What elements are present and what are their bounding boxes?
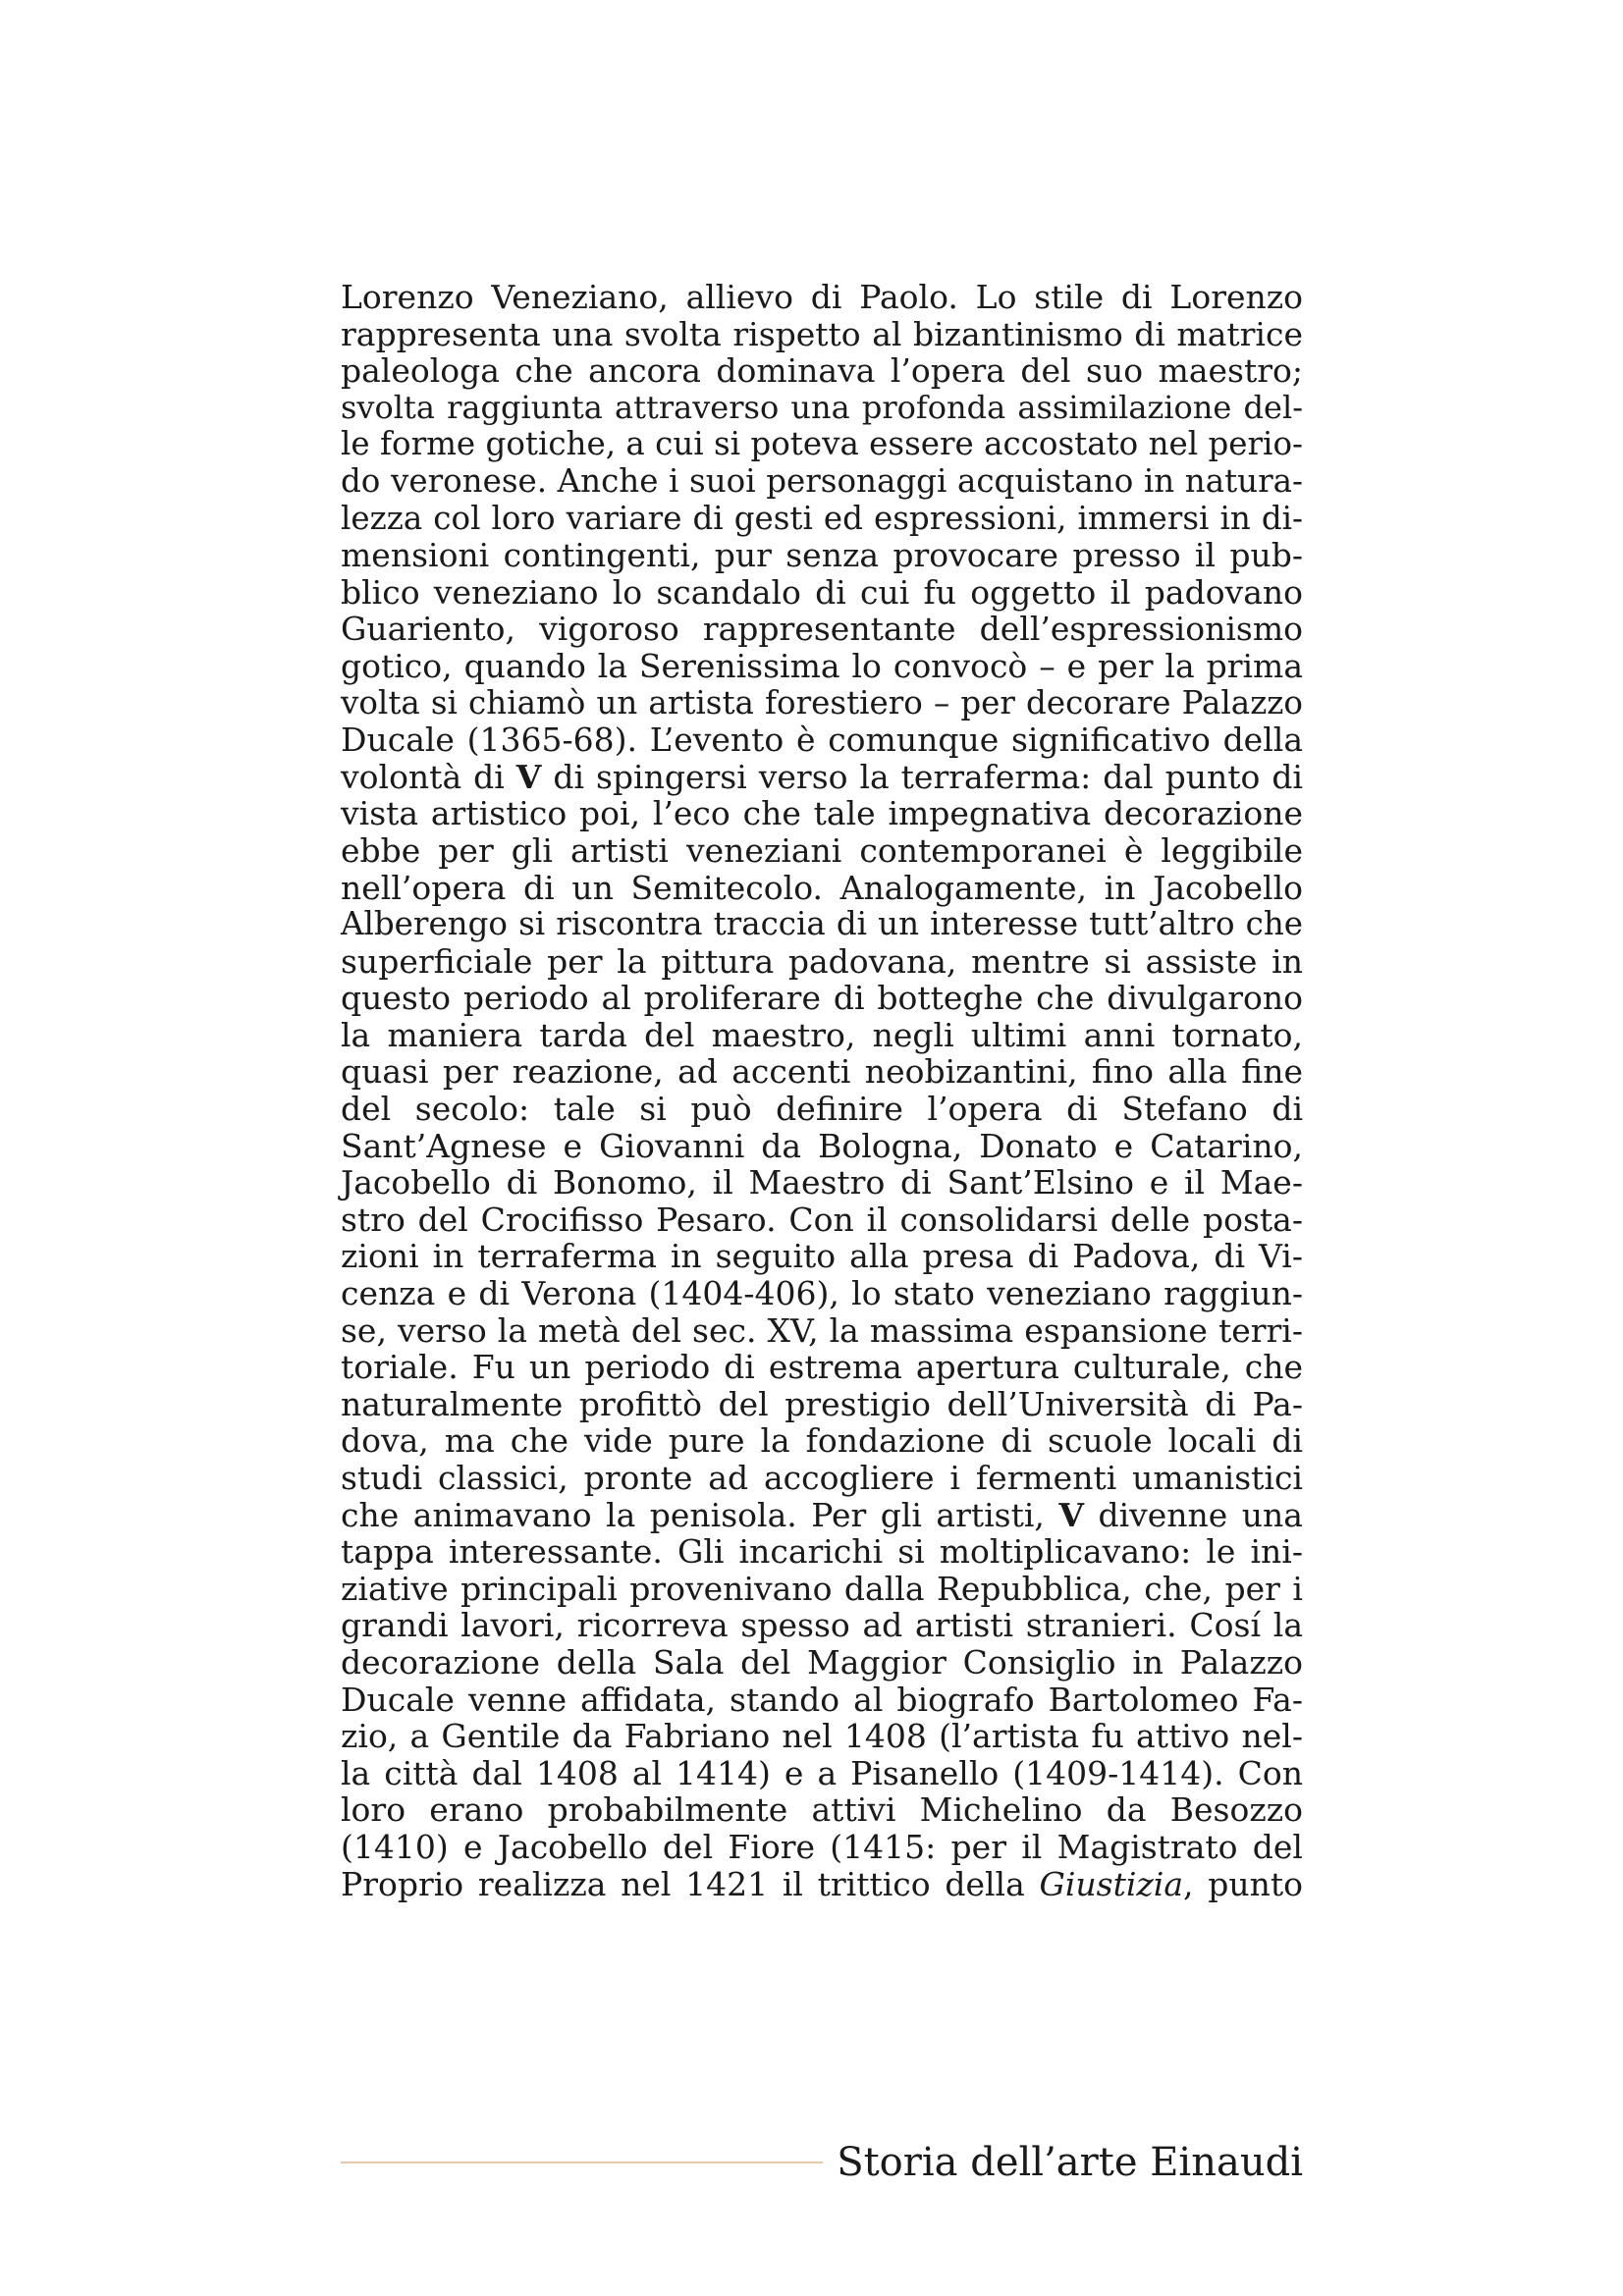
text-line: zioni in terraferma in seguito alla presa di Padova, di Vi-: [341, 1237, 1303, 1276]
text-line: Lorenzo Veneziano, allievo di Paolo. Lo stile di Lorenzo: [341, 278, 1303, 316]
text-line: grandi lavori, ricorreva spesso ad artisti stranieri. Cosí la: [341, 1606, 1303, 1645]
bold-abbreviation: V: [1058, 1495, 1084, 1534]
text-line: la maniera tarda del maestro, negli ultimi anni tornato,: [341, 1015, 1303, 1054]
text-line: Proprio realizza nel 1421 il trittico della Giustizia, punto: [341, 1864, 1303, 1903]
text-line: do veronese. Anche i suoi personaggi acquistano in natura-: [341, 461, 1303, 500]
text-line: stro del Crocifisso Pesaro. Con il consolidarsi delle posta-: [341, 1200, 1303, 1239]
text-line: Ducale venne affidata, stando al biografo Bartolomeo Fa-: [341, 1680, 1303, 1719]
footer-rule: [341, 2162, 823, 2163]
text-line: superficiale per la pittura padovana, mentre si assiste in: [341, 941, 1303, 981]
text-line: nell’opera di un Semitecolo. Analogamente, in Jacobello: [341, 868, 1303, 907]
bold-abbreviation: V: [515, 757, 542, 796]
text-line: decorazione della Sala del Maggior Consiglio in Palazzo: [341, 1642, 1303, 1682]
text-line: svolta raggiunta attraverso una profonda assimilazione del-: [341, 388, 1303, 426]
text-line: blico veneziano lo scandalo di cui fu oggetto il padovano: [341, 572, 1303, 612]
text-line: che animavano la penisola. Per gli artisti, V divenne una: [341, 1495, 1303, 1534]
text-line: loro erano probabilmente attivi Michelino da Besozzo: [341, 1790, 1303, 1830]
text-line: rappresenta una svolta rispetto al bizantinismo di matrice: [341, 314, 1303, 353]
text-line: volontà di V di spingersi verso la terraferma: dal punto di: [341, 757, 1303, 796]
text-line: (1410) e Jacobello del Fiore (1415: per il Magistrato del: [341, 1827, 1303, 1866]
text-line: vista artistico poi, l’eco che tale impegnativa decorazione: [341, 794, 1303, 833]
text-line: Jacobello di Bonomo, il Maestro di Sant’Elsino e il Mae-: [341, 1163, 1303, 1202]
text-line: questo periodo al proliferare di botteghe che divulgarono: [341, 979, 1303, 1018]
text-line: Sant’Agnese e Giovanni da Bologna, Donato e Catarino,: [341, 1126, 1303, 1165]
text-line: toriale. Fu un periodo di estrema apertura culturale, che: [341, 1348, 1303, 1387]
italic-title: Giustizia: [1039, 1864, 1184, 1903]
text-line: lezza col loro variare di gesti ed espressioni, immersi in di-: [341, 499, 1303, 537]
text-line: ebbe per gli artisti veneziani contemporanei è leggibile: [341, 830, 1303, 870]
text-line: Alberengo si riscontra traccia di un interesse tutt’altro che: [341, 905, 1303, 943]
text-line: studi classici, pronte ad accogliere i fermenti umanistici: [341, 1459, 1303, 1497]
text-line: dova, ma che vide pure la fondazione di scuole locali di: [341, 1421, 1303, 1461]
text-line: volta si chiamò un artista forestiero – per decorare Palazzo: [341, 683, 1303, 721]
text-line: paleologa che ancora dominava l’opera del suo maestro;: [341, 351, 1303, 391]
text-line: mensioni contingenti, pur senza provocare presso il pub-: [341, 536, 1303, 575]
text-line: la città dal 1408 al 1414) e a Pisanello (1409-1414). Con: [341, 1753, 1303, 1792]
page-footer: [341, 2138, 1303, 2187]
text-line: ziative principali provenivano dalla Repubblica, che, per i: [341, 1569, 1303, 1608]
footer-title: Storia dell’arte Einaudi: [837, 2140, 1303, 2185]
text-line: le forme gotiche, a cui si poteva essere accostato nel perio-: [341, 425, 1303, 463]
text-line: tappa interessante. Gli incarichi si moltiplicavano: le ini-: [341, 1532, 1303, 1572]
text-line: quasi per reazione, ad accenti neobizantini, fino alla fine: [341, 1052, 1303, 1092]
text-line: Ducale (1365-68). L’evento è comunque significativo della: [341, 721, 1303, 760]
text-line: del secolo: tale si può definire l’opera di Stefano di: [341, 1090, 1303, 1129]
text-line: cenza e di Verona (1404-406), lo stato veneziano raggiun-: [341, 1274, 1303, 1313]
text-line: se, verso la metà del sec. XV, la massima espansione terri-: [341, 1310, 1303, 1350]
text-line: gotico, quando la Serenissima lo convocò – e per la prima: [341, 646, 1303, 685]
text-line: zio, a Gentile da Fabriano nel 1408 (l’artista fu attivo nel-: [341, 1717, 1303, 1756]
body-text: [341, 279, 1303, 1902]
text-line: Guariento, vigoroso rappresentante dell’espressionismo: [341, 610, 1303, 649]
text-line: naturalmente profittò del prestigio dell’Università di Pa-: [341, 1384, 1303, 1423]
